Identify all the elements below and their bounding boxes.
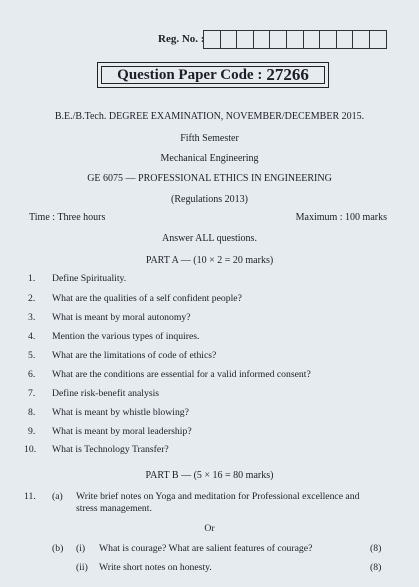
subject-title: GE 6075 — PROFESSIONAL ETHICS IN ENGINEERING xyxy=(87,173,332,184)
sub-question-i-marks: (8) xyxy=(370,543,382,554)
question-text: What are the qualities of a self confident people? xyxy=(52,293,242,304)
question-text: Define risk-benefit analysis xyxy=(52,388,160,399)
question-number: 8. xyxy=(28,407,36,418)
paper-code-label: Question Paper Code : xyxy=(117,66,263,83)
question-number: 4. xyxy=(28,331,36,342)
question-text: What are the limitations of code of ethics? xyxy=(52,350,217,361)
question-text: Define Spirituality. xyxy=(52,273,127,284)
reg-no-box xyxy=(269,30,287,49)
option-a-label: (a) xyxy=(52,491,63,502)
sub-question-ii-marks: (8) xyxy=(370,562,382,573)
paper-code-number: 27266 xyxy=(266,65,309,84)
question-number: 2. xyxy=(28,293,36,304)
question-number: 1. xyxy=(28,273,36,284)
sub-question-i-label: (i) xyxy=(76,543,86,554)
semester: Fifth Semester xyxy=(180,133,239,144)
option-a-text-line2: stress management. xyxy=(76,503,152,514)
reg-no-box xyxy=(286,30,304,49)
question-text: What is meant by moral leadership? xyxy=(52,426,192,437)
question-number: 3. xyxy=(28,312,36,323)
paper-code-box xyxy=(97,62,329,88)
regulations: (Regulations 2013) xyxy=(171,194,248,205)
question-text: What is Technology Transfer? xyxy=(52,444,169,455)
option-b-label: (b) xyxy=(52,543,64,554)
sub-question-ii-label: (ii) xyxy=(76,562,88,573)
reg-no-box xyxy=(220,30,238,49)
question-number: 9. xyxy=(28,426,36,437)
reg-no-box xyxy=(253,30,271,49)
option-a-text-line1: Write brief notes on Yoga and meditation for Professional excellence and xyxy=(76,491,360,502)
question-text: What are the conditions are essential for a valid informed consent? xyxy=(52,369,311,380)
branch: Mechanical Engineering xyxy=(160,153,259,164)
reg-no-box xyxy=(303,30,321,49)
question-text: Mention the various types of inquires. xyxy=(52,331,200,342)
sub-question-i-text: What is courage? What are salient features of courage? xyxy=(99,543,313,554)
reg-no-box xyxy=(203,30,221,49)
part-b-heading: PART B — (5 × 16 = 80 marks) xyxy=(145,470,274,481)
question-number: 5. xyxy=(28,350,36,361)
maximum-marks: Maximum : 100 marks xyxy=(295,212,387,223)
time-duration: Time : Three hours xyxy=(29,212,106,223)
sub-question-ii-text: Write short notes on honesty. xyxy=(99,562,212,573)
question-text: What is meant by whistle blowing? xyxy=(52,407,189,418)
part-a-heading: PART A — (10 × 2 = 20 marks) xyxy=(145,255,274,266)
question-number: 7. xyxy=(28,388,36,399)
question-number: 11. xyxy=(24,491,36,502)
reg-no-label: Reg. No. : xyxy=(158,33,205,45)
question-number: 6. xyxy=(28,369,36,380)
reg-no-box xyxy=(319,30,337,49)
question-number: 10. xyxy=(24,444,37,455)
reg-no-box xyxy=(369,30,387,49)
question-text: What is meant by moral autonomy? xyxy=(52,312,191,323)
reg-no-boxes xyxy=(204,30,387,49)
reg-no-box xyxy=(352,30,370,49)
instruction: Answer ALL questions. xyxy=(162,233,257,244)
exam-title: B.E./B.Tech. DEGREE EXAMINATION, NOVEMBER/DECEMBER 2015. xyxy=(54,111,365,122)
reg-no-box xyxy=(236,30,254,49)
or-separator: Or xyxy=(204,523,215,534)
reg-no-box xyxy=(336,30,354,49)
